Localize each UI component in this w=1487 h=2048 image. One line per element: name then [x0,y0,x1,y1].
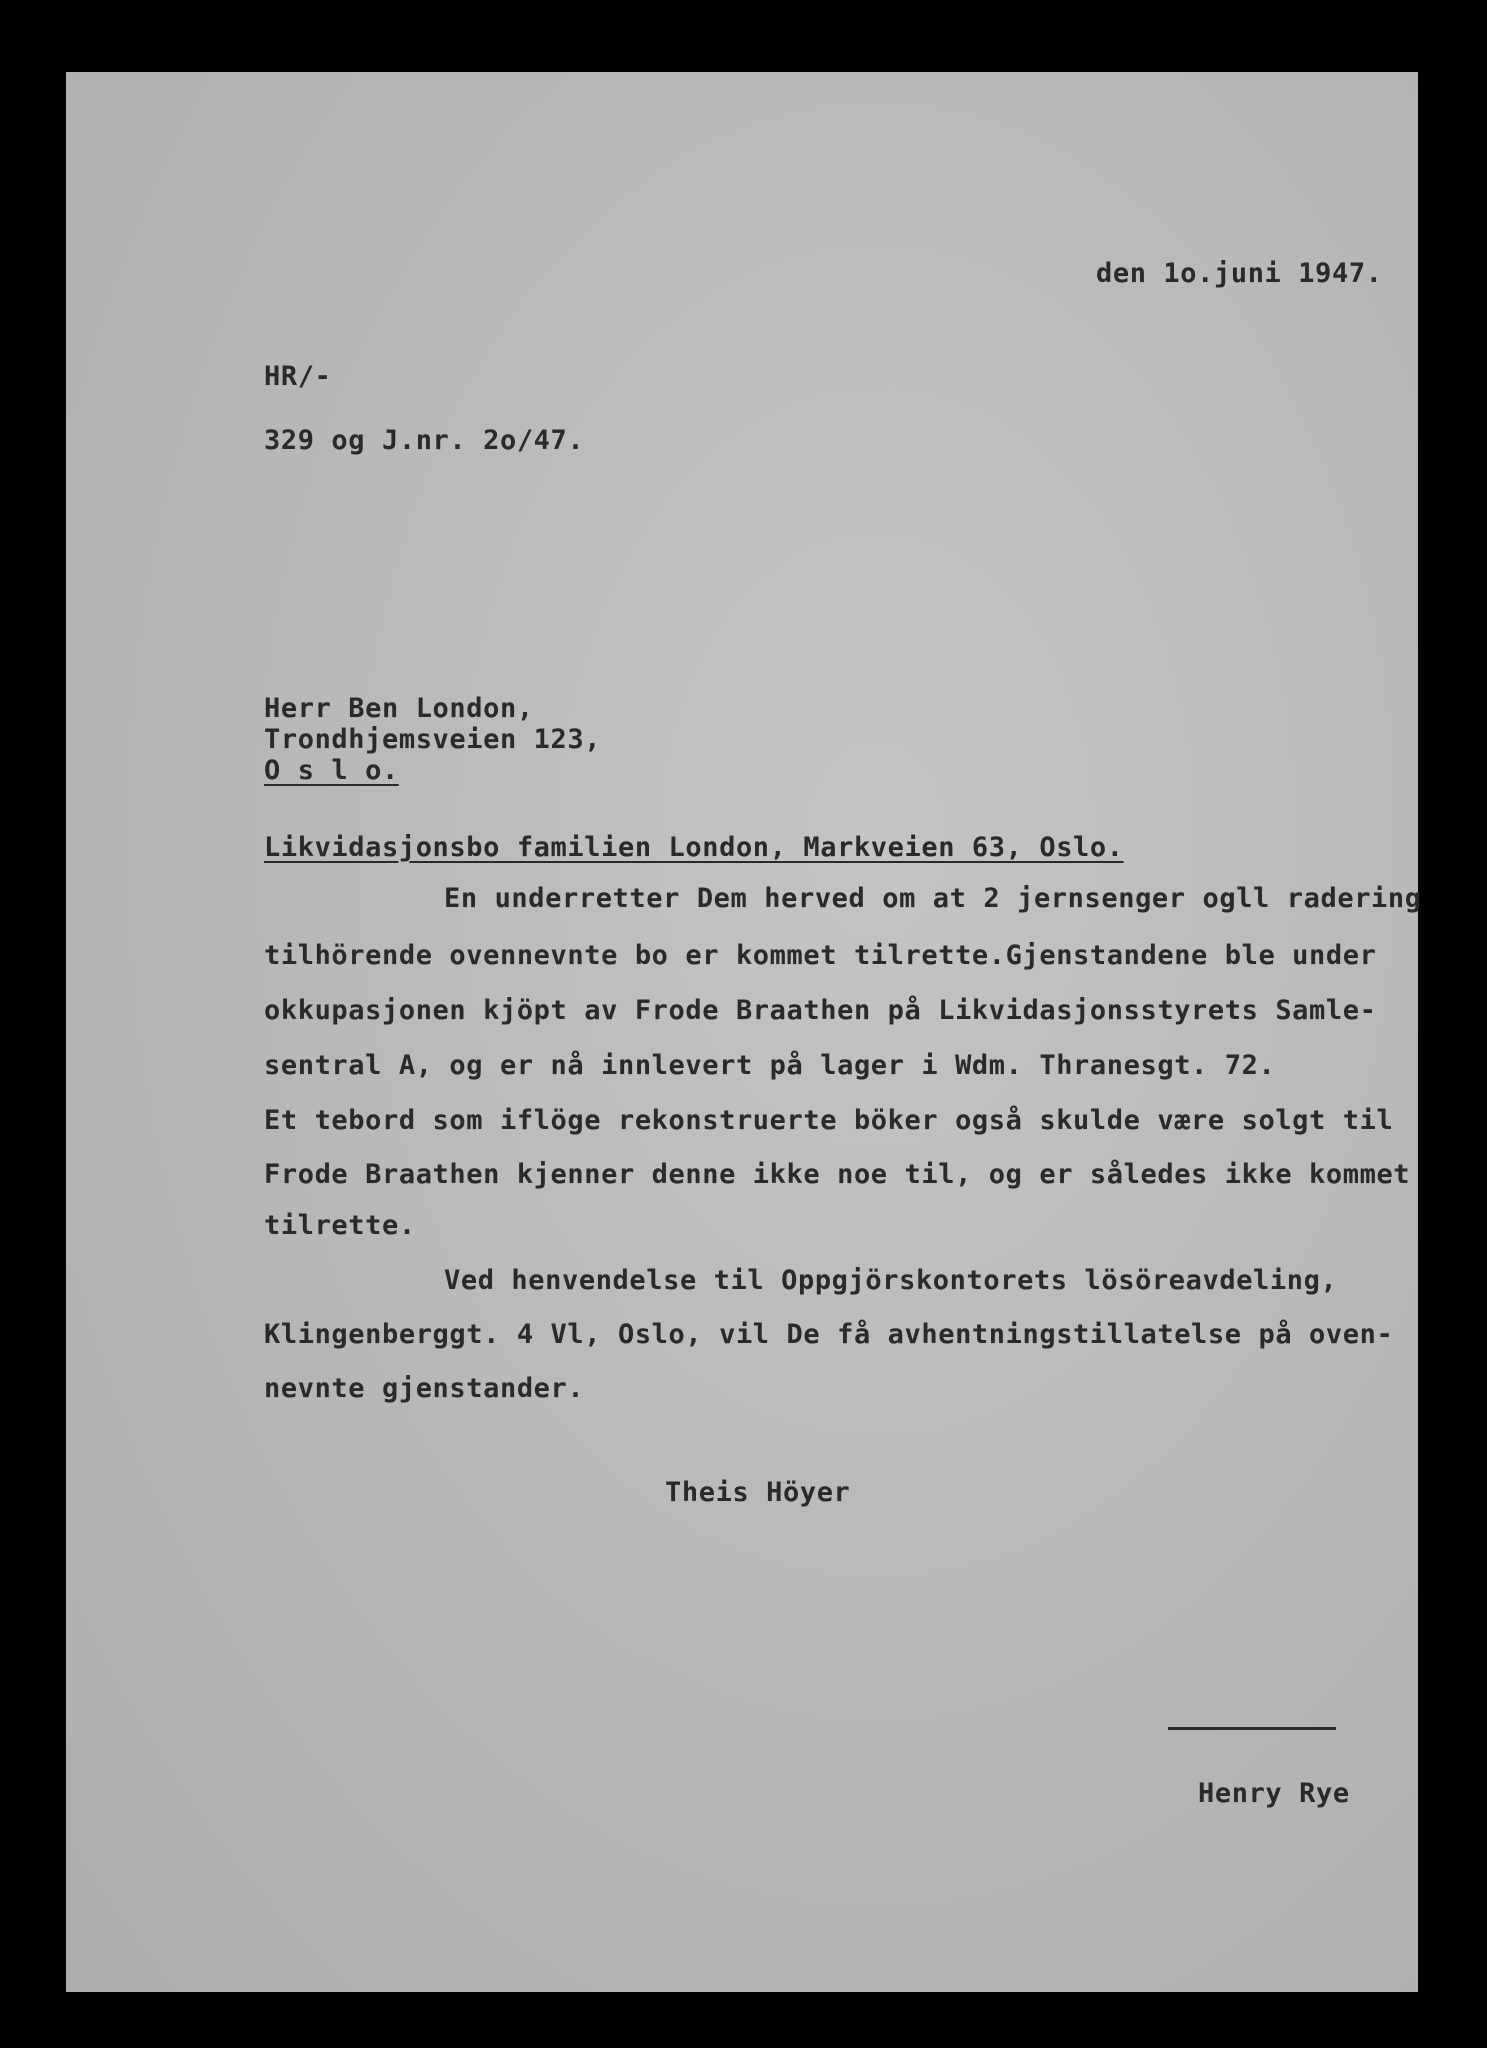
body-line: tilhörende ovennevnte bo er kommet tilrette.Gjenstandene ble under [264,940,1377,971]
body-line: En underretter Dem herved om at 2 jernsenger ogll radering [444,883,1422,914]
body-line: sentral A, og er nå innlevert på lager i Wdm. Thranesgt. 72. [264,1050,1276,1081]
body-line: Et tebord som iflöge rekonstruerte böker også skulde være solgt til [264,1105,1394,1136]
recipient-street: Trondhjemsveien 123, [264,724,602,755]
body-line: Ved henvendelse til Oppgjörskontorets lösöreavdeling, [444,1265,1338,1296]
body-line: tilrette. [264,1210,416,1241]
body-line: nevnte gjenstander. [264,1373,585,1404]
sender-name: Theis Höyer [665,1477,851,1508]
body-line: Klingenberggt. 4 Vl, Oslo, vil De få avhentningstillatelse på oven- [264,1319,1394,1350]
signature-line [1168,1727,1336,1730]
letter-date: den 1o.juni 1947. [1096,258,1383,289]
reference-initials: HR/- [264,361,332,392]
signature-name: Henry Rye [1198,1778,1350,1809]
recipient-city: O s l o. [264,755,399,786]
subject-line: Likvidasjonsbo familien London, Markveien 63, Oslo. [264,832,1124,863]
body-line: okkupasjonen kjöpt av Frode Braathen på Likvidasjonsstyrets Samle- [264,995,1377,1026]
body-line: Frode Braathen kjenner denne ikke noe til, og er således ikke kommet [264,1159,1411,1190]
letter-page [66,72,1418,1992]
reference-numbers: 329 og J.nr. 2o/47. [264,425,585,456]
recipient-name: Herr Ben London, [264,693,534,724]
